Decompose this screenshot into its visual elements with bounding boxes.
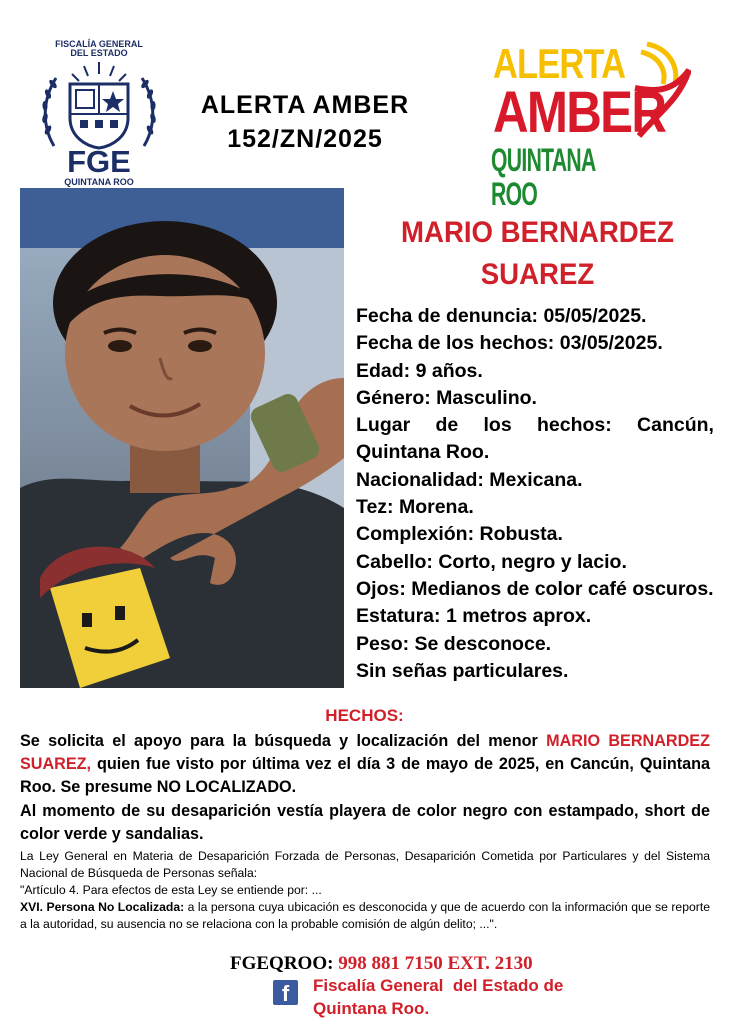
detail-ojos: Ojos: Medianos de color café oscuros.: [356, 577, 714, 600]
missing-child-photo: [20, 188, 344, 688]
hechos-text: quien fue visto por última vez el día 3 de mayo de 2025, en Cancún, Quintana Roo. Se presume NO LOCALIZADO.: [20, 755, 710, 796]
detail-senas: Sin señas particulares.: [356, 659, 569, 682]
detail-lugar-word: los: [483, 414, 512, 437]
detail-lugar-word: Lugar: [356, 414, 411, 437]
law-articulo: "Artículo 4. Para efectos de esta Ley se entiende por: ...: [20, 883, 322, 897]
law-xvi: [20, 899, 710, 932]
hechos-paragraph-1: [20, 730, 710, 799]
fge-logo: [38, 40, 160, 188]
logo-state-text: QUINTANA ROO: [491, 142, 595, 212]
detail-peso: Peso: Se desconoce.: [356, 632, 552, 655]
hechos-heading: HECHOS:: [325, 706, 404, 725]
hechos-child-name: MARIO BERNARDEZ SUAREZ,: [20, 732, 710, 773]
detail-lugar-word: hechos:: [536, 414, 612, 437]
detail-genero: Género: Masculino.: [356, 386, 537, 409]
name-line2: SUAREZ: [480, 258, 595, 291]
detail-estatura: Estatura: 1 metros aprox.: [356, 605, 592, 628]
detail-lugar-word: de: [435, 414, 459, 437]
hechos-paragraph-2: Al momento de su desaparición vestía playera de color negro con estampado, short de color verde y sandalias.: [20, 802, 710, 843]
name-line1: MARIO BERNARDEZ: [401, 216, 674, 249]
fge-logo-top-text: FISCALÍA GENERAL DEL ESTADO: [55, 39, 143, 58]
facebook-page-line2: Quintana Roo.: [313, 999, 430, 1018]
detail-fecha-hechos: Fecha de los hechos: 03/05/2025.: [356, 332, 663, 355]
detail-lugar-line2: Quintana Roo.: [356, 441, 490, 464]
detail-fecha-denuncia: Fecha de denuncia: 05/05/2025.: [356, 305, 647, 327]
missing-person-name: [374, 212, 701, 296]
fge-emblem-icon: [38, 60, 160, 150]
alert-title: [190, 88, 420, 156]
fge-acronym: FGE: [67, 144, 131, 179]
detail-lugar: [356, 412, 714, 439]
law-xvi-text: a la persona cuya ubicación es desconocida y que de acuerdo con la información que se reporte a la autoridad, su ausencia no se relaciona con la probable comisión de algún delito; ...".: [20, 900, 710, 931]
signal-swoosh-icon: [633, 40, 691, 140]
detail-cabello: Cabello: Corto, negro y lacio.: [356, 550, 627, 573]
person-details: [356, 303, 714, 685]
detail-lugar-word: Cancún,: [637, 414, 714, 437]
contact-line: [230, 953, 533, 975]
detail-nacionalidad: Nacionalidad: Mexicana.: [356, 468, 583, 491]
alert-case-number: 152/ZN/2025: [227, 125, 383, 153]
alert-title-line1: ALERTA AMBER: [200, 91, 410, 119]
alerta-amber-logo: [485, 40, 690, 212]
law-xvi-label: XVI. Persona No Localizada:: [20, 900, 185, 914]
facebook-icon[interactable]: f: [273, 980, 298, 1005]
contact-phone[interactable]: 998 881 7150 EXT. 2130: [338, 953, 533, 974]
logo-amber-text: AMBER: [493, 80, 666, 145]
detail-edad: Edad: 9 años.: [356, 359, 483, 382]
facebook-page-link[interactable]: [313, 974, 573, 1020]
facebook-page-line1: Fiscalía General del Estado de: [313, 976, 564, 995]
law-intro: La Ley General en Materia de Desaparición Forzada de Personas, Desaparición Cometida por Particulares y del Sistema Nacional de Búsqueda de Personas señala:: [20, 849, 710, 880]
fge-state-text: QUINTANA ROO: [64, 177, 134, 187]
logo-alerta-text: ALERTA: [493, 40, 626, 87]
detail-complexion: Complexión: Robusta.: [356, 523, 563, 546]
detail-tez: Tez: Morena.: [356, 496, 474, 519]
hechos-text: Se solicita el apoyo para la búsqueda y localización del menor: [20, 732, 547, 750]
contact-label: FGEQROO:: [230, 953, 339, 974]
